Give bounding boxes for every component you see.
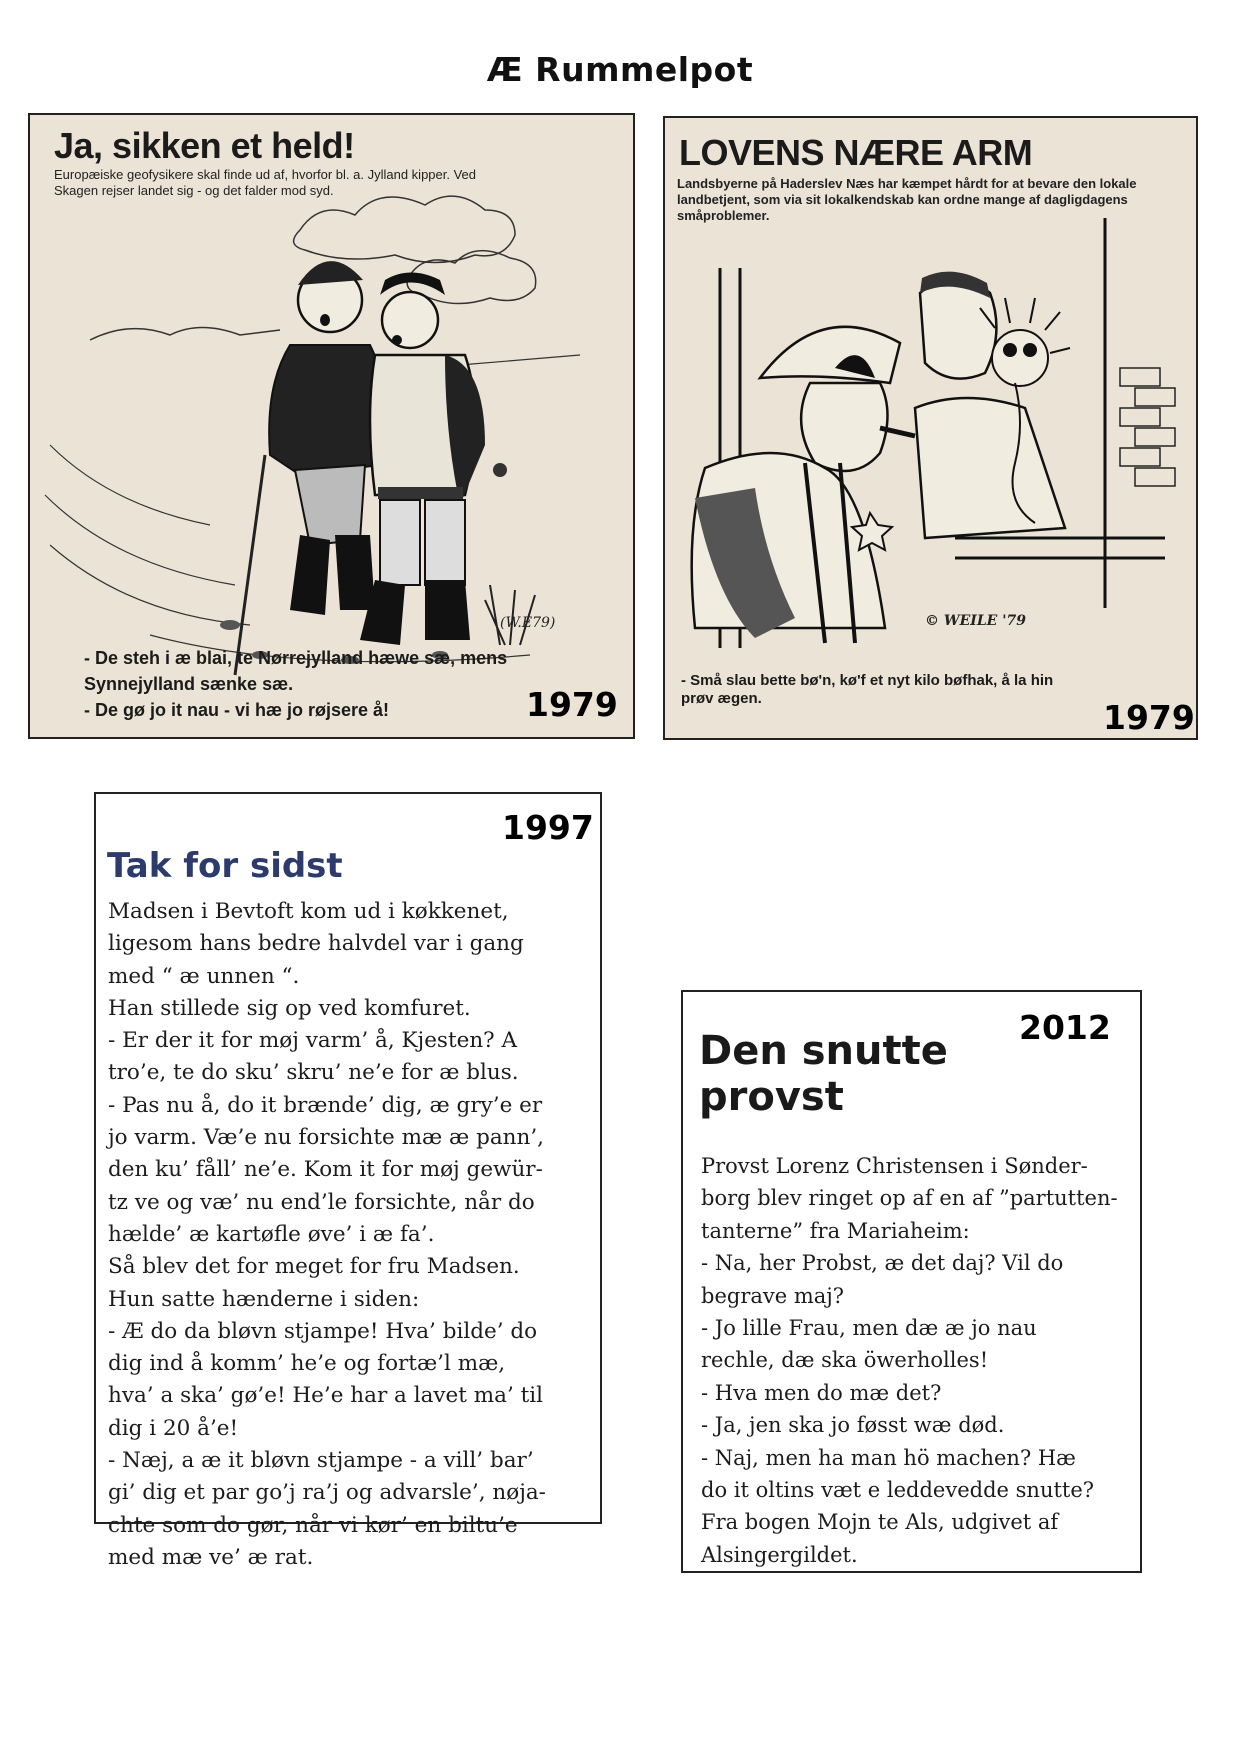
article-line: - Æ do da bløvn stjampe! Hva’ bilde’ do bbox=[108, 1318, 538, 1344]
article-line: jo varm. Væ’e nu forsichte mæ æ pann’, bbox=[108, 1125, 545, 1151]
article-line: Fra bogen Mojn te Als, udgivet af bbox=[701, 1510, 1059, 1535]
article-line: - Ja, jen ska jo føsst wæ død. bbox=[701, 1413, 1005, 1438]
caption-line: prøv ægen. bbox=[681, 690, 762, 707]
article-line: - Næj, a æ it bløvn stjampe - a vill’ bar’ bbox=[108, 1448, 534, 1474]
article-line: Han stillede sig op ved komfuret. bbox=[108, 995, 471, 1021]
article-headline-line: Den snutte bbox=[699, 1028, 948, 1074]
cartoon-intro-line: Skagen rejser landet sig - og det falder mod syd. bbox=[54, 183, 334, 198]
cartoon-illustration-policeman-at-window bbox=[665, 118, 1196, 738]
article-line: med “ æ unnen “. bbox=[108, 963, 300, 989]
article-body bbox=[108, 896, 546, 1574]
cartoon-intro-line: Landsbyerne på Haderslev Næs har kæmpet hårdt for at bevare den lokale bbox=[677, 176, 1137, 191]
article-line: Madsen i Bevtoft kom ud i køkkenet, bbox=[108, 899, 509, 924]
article-line: dig ind å komm’ he’e og fortæ’l mæ, bbox=[108, 1351, 506, 1377]
article-line: Alsingergildet. bbox=[701, 1542, 858, 1567]
year-label: 1979 bbox=[526, 685, 618, 724]
cartoon-lovens-naere-arm bbox=[663, 116, 1198, 740]
cartoon-caption bbox=[681, 672, 1053, 708]
article-line: den ku’ fåll’ ne’e. Kom it for møj gewür- bbox=[108, 1157, 543, 1183]
article-body bbox=[701, 1150, 1118, 1571]
article-tak-for-sidst bbox=[94, 792, 602, 1570]
article-line: Hun satte hænderne i siden: bbox=[108, 1286, 420, 1312]
article-line: - Pas nu å, do it brænde’ dig, æ gry’e er bbox=[108, 1092, 543, 1118]
article-headline bbox=[699, 1028, 948, 1120]
cartoon-ja-sikken-et-held bbox=[28, 113, 635, 739]
article-line: rechle, dæ ska öwerholles! bbox=[701, 1348, 989, 1373]
article-line: - Naj, men ha man hö machen? Hæ bbox=[701, 1445, 1076, 1470]
article-line: ligesom hans bedre halvdel var i gang bbox=[108, 931, 524, 957]
year-label: 1997 bbox=[502, 808, 594, 847]
page-title: Æ Rummelpot bbox=[486, 50, 754, 89]
cartoon-headline: LOVENS NÆRE ARM bbox=[679, 132, 1033, 173]
article-line: chte som do gør, når vi kør’ en biltu’e bbox=[108, 1512, 518, 1538]
cartoon-intro-line: Europæiske geofysikere skal finde ud af, hvorfor bl. a. Jylland kipper. Ved bbox=[54, 167, 477, 182]
article-line: hælde’ æ kartøfle øve’ i æ fa’. bbox=[108, 1221, 435, 1247]
caption-line: Synnejylland sænke sæ. bbox=[84, 674, 294, 694]
article-line: dig i 20 å’e! bbox=[108, 1415, 239, 1441]
year-label: 1979 bbox=[1103, 698, 1195, 737]
article-line: - Na, her Probst, æ det daj? Vil do bbox=[701, 1251, 1064, 1276]
cartoon-intro-line: småproblemer. bbox=[677, 208, 770, 223]
article-den-snutte-provst bbox=[681, 990, 1142, 1573]
article-headline: Tak for sidst bbox=[107, 846, 343, 886]
article-line: gi’ dig et par go’j ra’j og advarsle’, nøja- bbox=[108, 1480, 546, 1506]
year-label: 2012 bbox=[1019, 1008, 1111, 1047]
caption-line: - De gø jo it nau - vi hæ jo røjsere å! bbox=[84, 700, 390, 720]
article-line: med mæ ve’ æ rat. bbox=[108, 1544, 314, 1570]
caption-line: - De steh i æ blai, te Nørrejylland hæwe sæ, mens bbox=[84, 648, 508, 668]
article-line: - Hva men do mæ det? bbox=[701, 1380, 942, 1405]
article-line: - Er der it for møj varm’ å, Kjesten? A bbox=[108, 1028, 518, 1054]
article-line: Så blev det for meget for fru Madsen. bbox=[108, 1254, 520, 1280]
article-line: - Jo lille Frau, men dæ æ jo nau bbox=[701, 1316, 1037, 1341]
article-line: begrave maj? bbox=[701, 1283, 845, 1308]
cartoon-illustration-two-farmers bbox=[30, 115, 633, 737]
caption-line: - Små slau bette bø'n, kø'f et nyt kilo bøfhak, å la hin bbox=[681, 672, 1054, 689]
cartoon-headline: Ja, sikken et held! bbox=[54, 125, 355, 166]
artist-signature: © WEILE '79 bbox=[925, 613, 1026, 629]
cartoon-caption bbox=[84, 645, 507, 723]
article-line: borg blev ringet op af en af ”partutten- bbox=[701, 1186, 1118, 1211]
article-line: tro’e, te do sku’ skru’ ne’e for æ blus. bbox=[108, 1060, 519, 1086]
article-line: hva’ a ska’ gø’e! He’e har a lavet ma’ til bbox=[108, 1383, 544, 1409]
article-line: tz ve og væ’ nu end’le forsichte, når do bbox=[108, 1189, 535, 1215]
article-line: Provst Lorenz Christensen i Sønder- bbox=[701, 1154, 1088, 1178]
article-headline-line: provst bbox=[699, 1074, 844, 1120]
article-line: do it oltins væt e leddevedde snutte? bbox=[701, 1478, 1095, 1503]
cartoon-intro-line: landbetjent, som via sit lokalkendskab kan ordne mange af dagligdagens bbox=[677, 192, 1128, 207]
artist-signature: (W.E79) bbox=[500, 615, 556, 631]
article-line: tanterne” fra Mariaheim: bbox=[701, 1218, 970, 1243]
